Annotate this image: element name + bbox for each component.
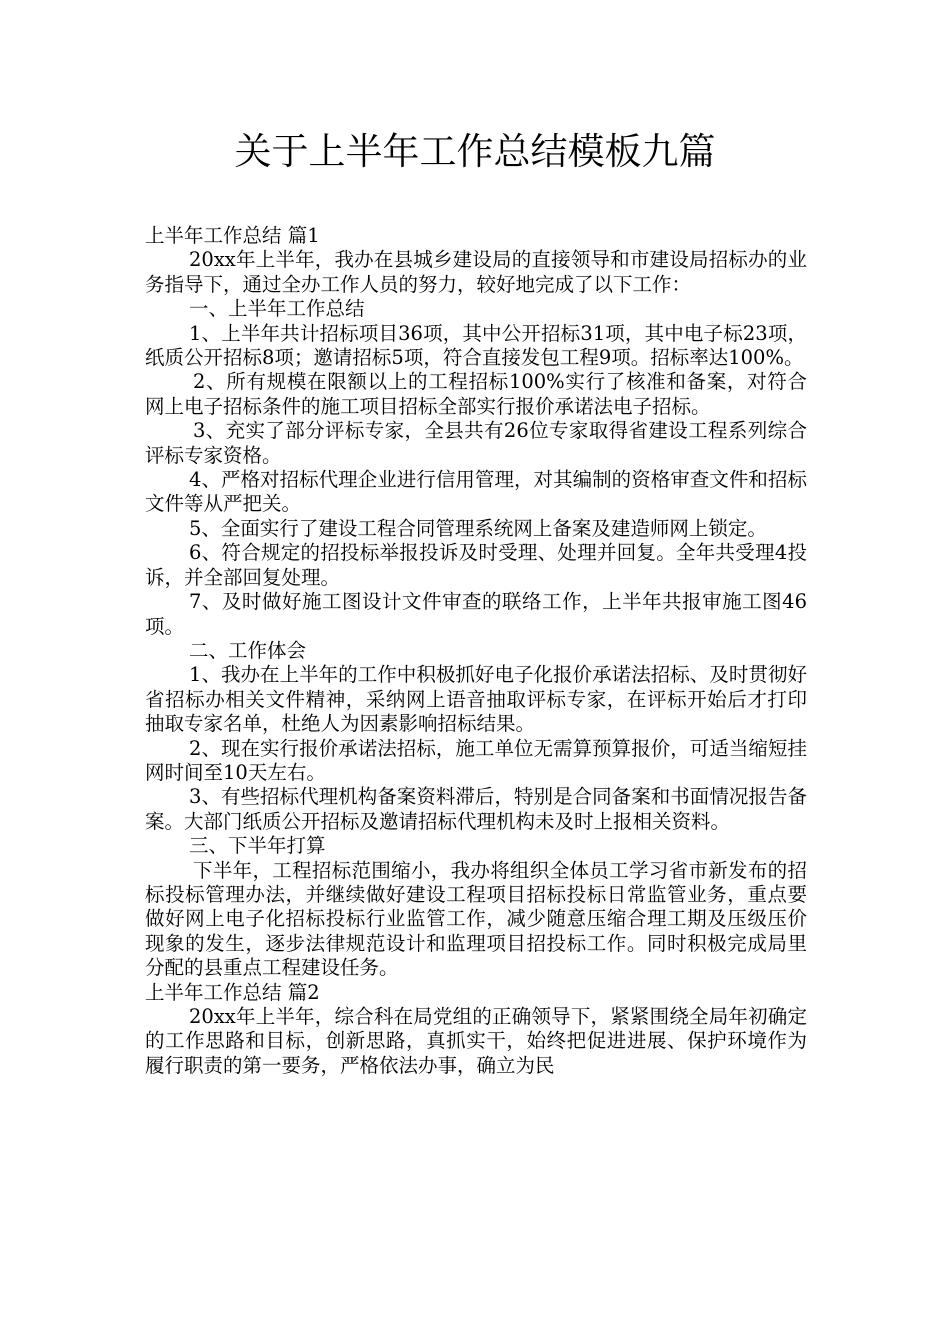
body-paragraph: 3、有些招标代理机构备案资料滞后，特别是合同备案和书面情况报告备案。大部门纸质公开招标及邀请招标代理机构未及时上报相关资料。 bbox=[145, 785, 807, 833]
body-paragraph: 下半年，工程招标范围缩小，我办将组织全体员工学习省市新发布的招标投标管理办法，并继续做好建设工程项目招标投标日常监管业务，重点要做好网上电子化招标投标行业监管工作，减少随意压缩合理工期及压级压价现象的发生，逐步法律规范设计和监理项目招投标工作。同时积极完成局里分配的县重点工程建设任务。 bbox=[145, 858, 807, 980]
body-paragraph: 20xx年上半年，综合科在局党组的正确领导下，紧紧围绕全局年初确定的工作思路和目标，创新思路，真抓实干，始终把促进进展、保护环境作为履行职责的第一要务，严格依法办事，确立为民 bbox=[145, 1005, 807, 1077]
section-heading: 上半年工作总结 篇1 bbox=[145, 224, 320, 247]
body-paragraph: 7、及时做好施工图设计文件审查的联络工作，上半年共报审施工图46项。 bbox=[145, 590, 807, 638]
section-heading: 上半年工作总结 篇2 bbox=[145, 980, 320, 1004]
body-paragraph: 二、工作体会 bbox=[189, 638, 307, 662]
body-paragraph: 20xx年上半年，我办在县城乡建设局的直接领导和市建设局招标办的业务指导下，通过全办工作人员的努力，较好地完成了以下工作： bbox=[145, 248, 807, 296]
document-title: 关于上半年工作总结模板九篇 bbox=[234, 130, 716, 173]
body-paragraph: 2、现在实行报价承诺法招标，施工单位无需算预算报价，可适当缩短挂网时间至10天左右。 bbox=[145, 736, 807, 784]
body-paragraph: 1、我办在上半年的工作中积极抓好电子化报价承诺法招标、及时贯彻好省招标办相关文件精神，采纳网上语音抽取评标专家，在评标开始后才打印抽取专家名单，杜绝人为因素影响招标结果。 bbox=[145, 663, 807, 736]
body-paragraph: 一、上半年工作总结 bbox=[189, 297, 365, 321]
document-body bbox=[145, 224, 807, 1078]
body-paragraph: 4、严格对招标代理企业进行信用管理，对其编制的资格审查文件和招标文件等从严把关。 bbox=[145, 468, 807, 516]
body-paragraph: 三、下半年打算 bbox=[189, 834, 326, 858]
body-paragraph: 2、所有规模在限额以上的工程招标100%实行了核准和备案，对符合网上电子招标条件的施工项目招标全部实行报价承诺法电子招标。 bbox=[145, 370, 807, 418]
body-paragraph: 6、符合规定的招投标举报投诉及时受理、处理并回复。全年共受理4投诉，并全部回复处理。 bbox=[145, 541, 807, 589]
body-paragraph: 1、上半年共计招标项目36项，其中公开招标31项，其中电子标23项，纸质公开招标8项；邀请招标5项，符合直接发包工程9项。招标率达100%。 bbox=[145, 321, 807, 370]
body-paragraph: 5、全面实行了建设工程合同管理系统网上备案及建造师网上锁定。 bbox=[189, 516, 767, 540]
body-paragraph: 3、充实了部分评标专家，全县共有26位专家取得省建设工程系列综合评标专家资格。 bbox=[145, 419, 807, 467]
